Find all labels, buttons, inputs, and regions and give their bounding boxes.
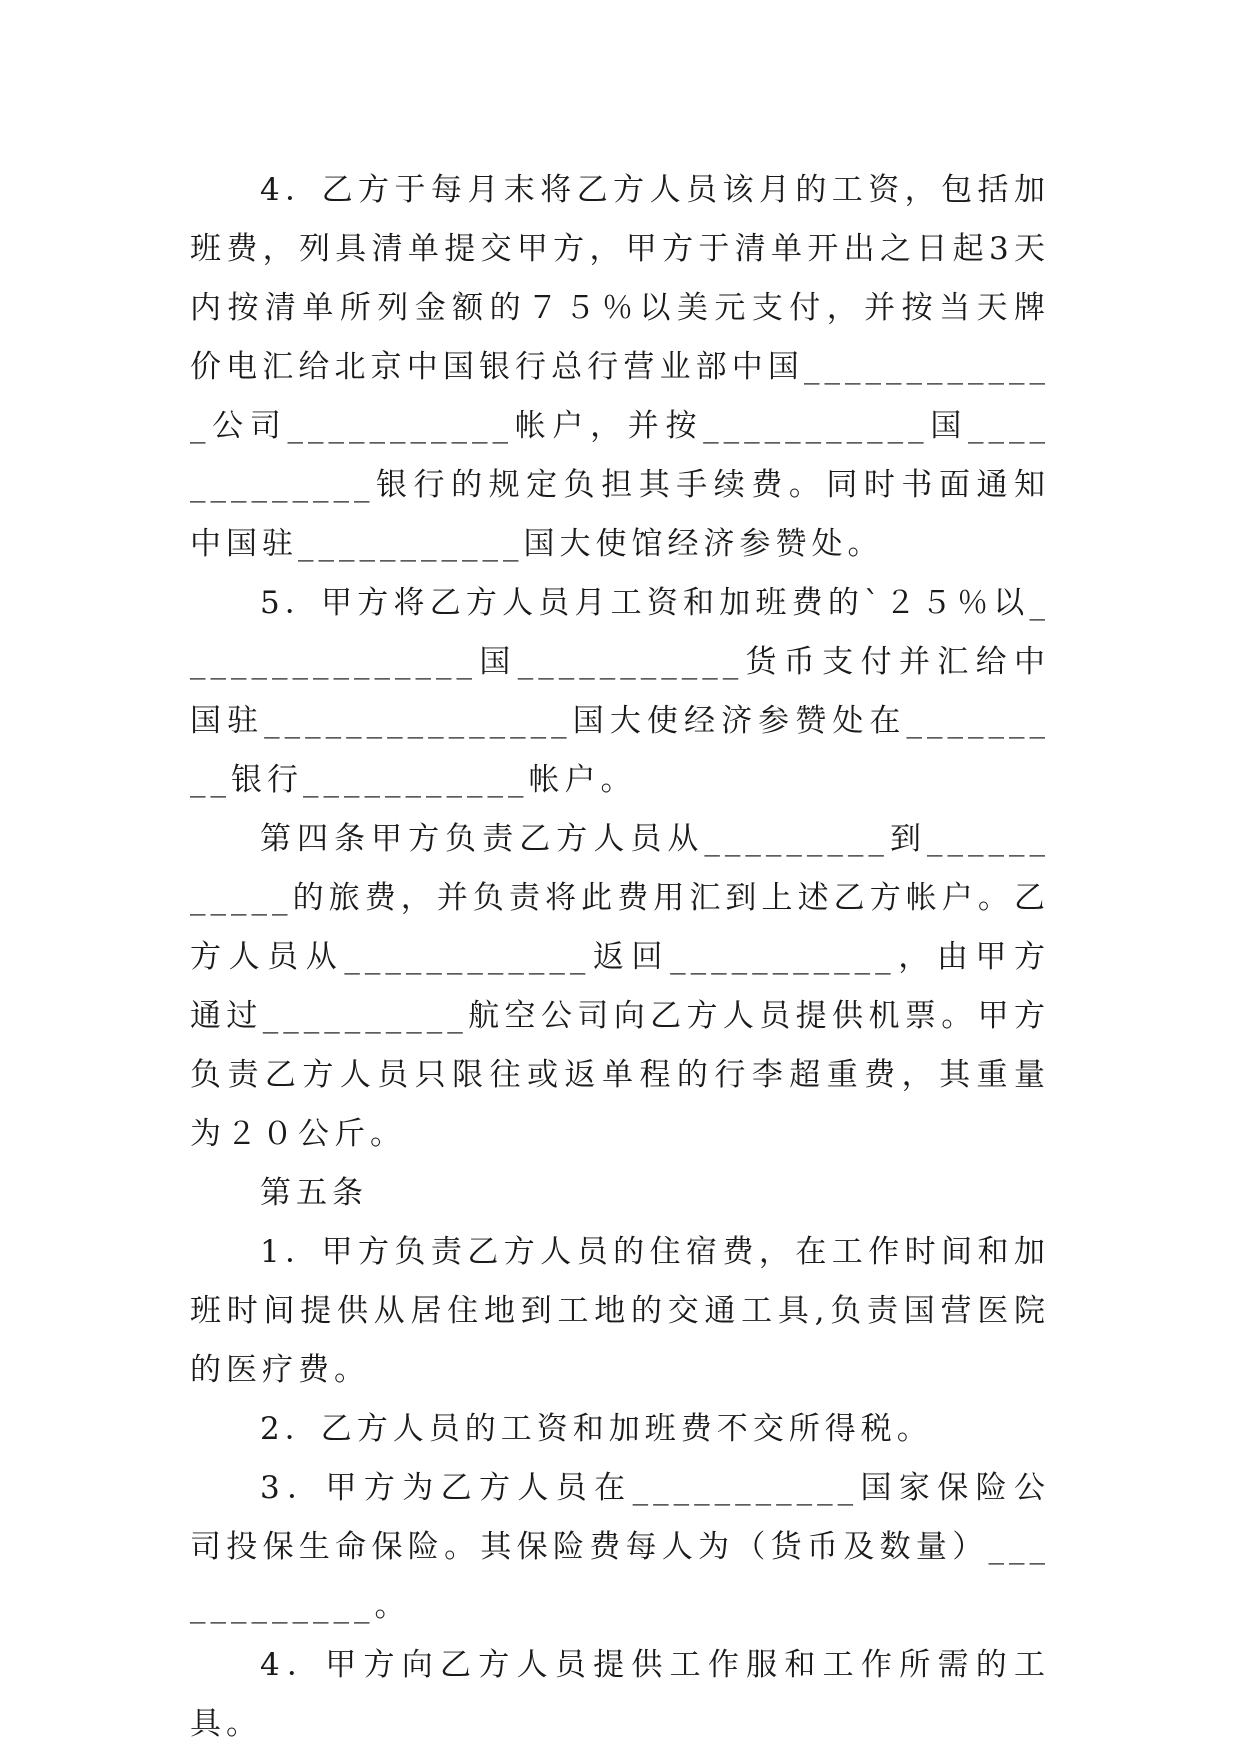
article-5-item-2: 2．乙方人员的工资和加班费不交所得税。 — [260, 1411, 933, 1447]
article-5-item-1: 1．甲方负责乙方人员的住宿费，在工作时间和加班时间提供从居住地到工地的交通工具,负责国营医院的医疗费。 — [190, 1234, 1050, 1388]
article-5-item-4: 4．甲方向乙方人员提供工作服和工作所需的工具。 — [190, 1647, 1050, 1742]
article-5-item-3: 3．甲方为乙方人员在___________国家保险公司投保生命保险。其保险费每人为（货币及数量）____________。 — [190, 1470, 1050, 1624]
clause-4-wage-payment: 4．乙方于每月末将乙方人员该月的工资，包括加班费，列具清单提交甲方，甲方于清单开出之日起3天内按清单所列金额的７５％以美元支付，并按当天牌价电汇给北京中国银行总行营业部中国_____________公司___________帐户，并按___________国_____________银行的规定负担其手续费。同时书面通知中国驻___________国大使馆经济参赞处。 — [190, 172, 1050, 562]
article-4-travel-expenses: 第四条甲方负责乙方人员从_________到___________的旅费，并负责将此费用汇到上述乙方帐户。乙方人员从____________返回___________，由甲方通过__________航空公司向乙方人员提供机票。甲方负责乙方人员只限往或返单程的行李超重费，其重量为２０公斤。 — [190, 821, 1050, 1152]
article-5-heading: 第五条 — [260, 1175, 368, 1211]
clause-5-local-currency: 5．甲方将乙方人员月工资和加班费的`２５％以_______________国___________货币支付并汇给中国驻_______________国大使经济参赞处在_________银行___________帐户。 — [190, 585, 1050, 798]
document-body — [190, 161, 1050, 1754]
